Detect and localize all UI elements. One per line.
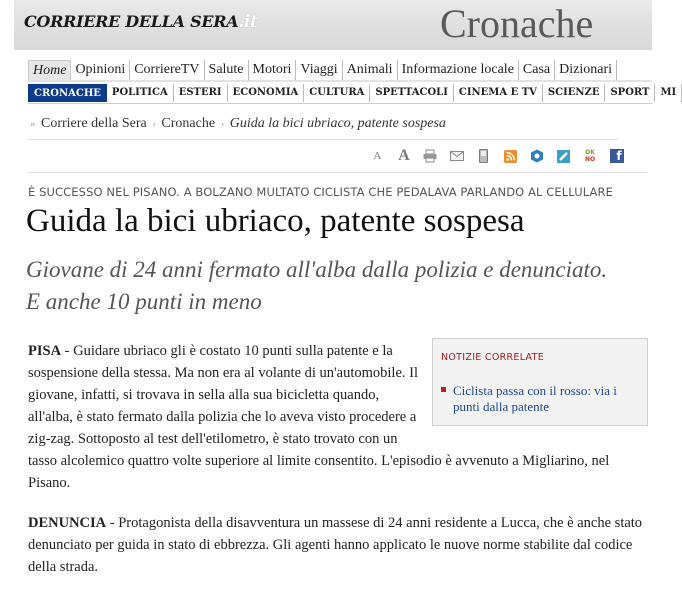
breadcrumb-section[interactable]: Cronache: [161, 116, 216, 131]
nav-section-more[interactable]: MI: [655, 84, 682, 102]
nav-item-dizionari[interactable]: Dizionari: [555, 60, 617, 80]
rss-icon: [504, 150, 517, 163]
article-subhead: Giovane di 24 anni fermato all'alba dalla polizia e denunciato. E anche 10 punti in meno: [26, 257, 608, 314]
nav-item-motori[interactable]: Motori: [249, 60, 297, 80]
primary-nav: [28, 60, 652, 80]
font-small-icon: A: [373, 150, 382, 162]
nav-section-politica[interactable]: POLITICA: [107, 84, 174, 102]
print-button[interactable]: [417, 147, 444, 165]
breadcrumb-chevron-icon: »: [30, 118, 36, 130]
nav-section-sport[interactable]: SPORT: [605, 84, 655, 102]
mobile-button[interactable]: [470, 147, 497, 165]
breadcrumb-separator-icon: ›: [152, 118, 156, 130]
logo-suffix: .it: [238, 12, 258, 32]
email-icon: [450, 151, 464, 161]
delicious-icon: [557, 150, 570, 163]
bullet-icon: [441, 387, 446, 392]
nav-section-cultura[interactable]: CULTURA: [304, 84, 370, 102]
secondary-nav-divider: [28, 103, 652, 104]
breadcrumb-separator-icon: ›: [220, 118, 225, 130]
nav-section-cronache[interactable]: CRONACHE: [28, 84, 107, 102]
site-logo[interactable]: [24, 12, 258, 32]
article-paragraph: [28, 512, 648, 578]
font-increase-button[interactable]: [391, 147, 418, 165]
nav-item-corrieretv[interactable]: CorriereTV: [130, 60, 204, 80]
nav-item-salute[interactable]: Salute: [205, 60, 249, 80]
nav-item-casa[interactable]: Casa: [519, 60, 555, 80]
secondary-nav: [28, 84, 677, 102]
email-button[interactable]: [444, 147, 471, 165]
nav-item-animali[interactable]: Animali: [343, 60, 398, 80]
nav-item-viaggi[interactable]: Viaggi: [296, 60, 342, 80]
nav-divider: [28, 80, 652, 82]
related-news-link[interactable]: [441, 383, 639, 415]
tools-divider: [28, 172, 646, 173]
article-headline: Guida la bici ubriaco, patente sospesa: [26, 203, 525, 239]
rss-button[interactable]: [497, 147, 524, 165]
article-tools: [364, 147, 630, 165]
nav-item-informazione-locale[interactable]: Informazione locale: [398, 60, 519, 80]
share-button[interactable]: [524, 147, 551, 165]
nav-section-esteri[interactable]: ESTERI: [174, 84, 228, 102]
nav-section-cinema-tv[interactable]: CINEMA E TV: [454, 84, 543, 102]
paragraph-text: - Guidare ubriaco gli è costato 10 punti sulla patente e la sospensione della stessa. Ma non era al volante di un'automobile. Il giovane, infatti, si trovava in sella alla sua bicicletta quando, all'alba, è stato fermato dalla polizia che lo aveva visto procedere a zig-zag. Sottoposto al test dell'etilometro, è stato trovato con un tasso alcolemico quattro volte superiore al limite consentito. L'episodio è avvenuto a Migliarino, nel Pisano.: [28, 343, 610, 491]
mobile-icon: [479, 149, 488, 163]
delicious-button[interactable]: [550, 147, 577, 165]
nav-section-spettacoli[interactable]: SPETTACOLI: [370, 84, 453, 102]
breadcrumb-divider: [28, 139, 618, 140]
font-large-icon: A: [398, 147, 410, 164]
facebook-button[interactable]: [603, 147, 630, 165]
article-body: [28, 340, 648, 596]
print-icon: [423, 150, 437, 162]
breadcrumb-current: Guida la bici ubriaco, patente sospesa: [229, 116, 446, 131]
oknotizie-button[interactable]: [577, 147, 604, 165]
nav-item-home[interactable]: Home: [28, 60, 71, 80]
nav-section-scienze[interactable]: SCIENZE: [543, 84, 606, 102]
breadcrumb-home[interactable]: Corriere della Sera: [41, 116, 147, 131]
related-news-link-text[interactable]: Ciclista passa con il rosso: via i punti dalla patente: [453, 383, 617, 414]
paragraph-lead: DENUNCIA: [28, 515, 107, 531]
related-news-box: [432, 338, 648, 426]
nav-item-opinioni[interactable]: Opinioni: [71, 60, 130, 80]
nav-section-economia[interactable]: ECONOMIA: [228, 84, 305, 102]
font-decrease-button[interactable]: [364, 147, 391, 165]
logo-text: CORRIERE DELLA SERA: [24, 12, 239, 31]
related-news-title: NOTIZIE CORRELATE: [441, 352, 545, 363]
facebook-icon: f: [610, 149, 624, 163]
paragraph-lead: PISA: [28, 343, 62, 359]
breadcrumb: [28, 116, 618, 136]
share-icon: [530, 149, 544, 163]
paragraph-text: - Protagonista della disavventura un massese di 24 anni residente a Lucca, che è anche stato denunciato per guida in stato di ebbrezza. Gli agenti hanno applicato le nuove norme stabilite dal codice della strada.: [28, 515, 643, 575]
oknotizie-icon: OK NO: [584, 149, 596, 163]
article-kicker: È SUCCESSO NEL PISANO. A BOLZANO MULTATO CICLISTA CHE PEDALAVA PARLANDO AL CELLULARE: [28, 185, 613, 199]
masthead: [14, 0, 652, 50]
section-title: Cronache: [440, 1, 594, 46]
